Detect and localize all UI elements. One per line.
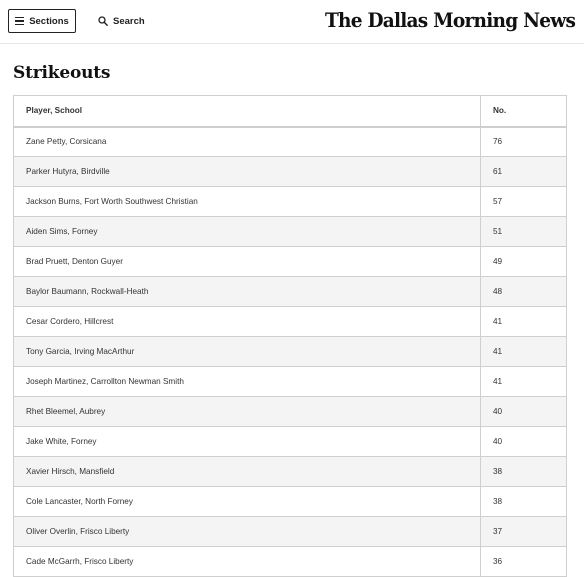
player-school-cell: Cade McGarrh, Frisco Liberty	[14, 547, 481, 577]
strikeouts-count-cell: 61	[481, 157, 567, 187]
table-row	[14, 157, 567, 187]
table-body	[14, 127, 567, 577]
player-school-cell: Parker Hutyra, Birdville	[14, 157, 481, 187]
site-header	[0, 0, 584, 44]
strikeouts-table-container	[13, 95, 566, 577]
table-row	[14, 277, 567, 307]
player-school-cell: Zane Petty, Corsicana	[14, 127, 481, 157]
strikeouts-count-cell: 48	[481, 277, 567, 307]
player-school-cell: Joseph Martinez, Carrollton Newman Smith	[14, 367, 481, 397]
player-school-cell: Cole Lancaster, North Forney	[14, 487, 481, 517]
page-title: Strikeouts	[13, 63, 111, 83]
player-school-cell: Baylor Baumann, Rockwall-Heath	[14, 277, 481, 307]
strikeouts-count-cell: 41	[481, 307, 567, 337]
strikeouts-count-cell: 41	[481, 367, 567, 397]
column-header-player[interactable]: Player, School	[14, 96, 481, 127]
strikeouts-count-cell: 49	[481, 247, 567, 277]
hamburger-icon	[15, 17, 24, 25]
table-row	[14, 337, 567, 367]
search-label: Search	[113, 15, 145, 27]
strikeouts-count-cell: 38	[481, 457, 567, 487]
strikeouts-count-cell: 57	[481, 187, 567, 217]
sections-button[interactable]	[8, 9, 76, 33]
strikeouts-count-cell: 36	[481, 547, 567, 577]
player-school-cell: Rhet Bleemel, Aubrey	[14, 397, 481, 427]
table-row	[14, 547, 567, 577]
table-row	[14, 517, 567, 547]
player-school-cell: Tony Garcia, Irving MacArthur	[14, 337, 481, 367]
strikeouts-count-cell: 38	[481, 487, 567, 517]
search-button[interactable]	[98, 9, 145, 33]
strikeouts-count-cell: 37	[481, 517, 567, 547]
column-header-number[interactable]: No.	[481, 96, 567, 127]
strikeouts-count-cell: 51	[481, 217, 567, 247]
player-school-cell: Jackson Burns, Fort Worth Southwest Christian	[14, 187, 481, 217]
player-school-cell: Xavier Hirsch, Mansfield	[14, 457, 481, 487]
table-row	[14, 457, 567, 487]
table-row	[14, 307, 567, 337]
table-row	[14, 427, 567, 457]
table-row	[14, 187, 567, 217]
table-row	[14, 247, 567, 277]
sections-label: Sections	[29, 15, 69, 27]
table-row	[14, 397, 567, 427]
strikeouts-count-cell: 40	[481, 397, 567, 427]
player-school-cell: Brad Pruett, Denton Guyer	[14, 247, 481, 277]
table-row	[14, 367, 567, 397]
player-school-cell: Cesar Cordero, Hillcrest	[14, 307, 481, 337]
player-school-cell: Aiden Sims, Forney	[14, 217, 481, 247]
strikeouts-count-cell: 41	[481, 337, 567, 367]
strikeouts-count-cell: 76	[481, 127, 567, 157]
table-header-row	[14, 96, 567, 127]
table-row	[14, 127, 567, 157]
strikeouts-table	[13, 95, 567, 577]
player-school-cell: Jake White, Forney	[14, 427, 481, 457]
table-row	[14, 487, 567, 517]
table-row	[14, 217, 567, 247]
site-logo[interactable]: The Dallas Morning News	[325, 9, 576, 32]
player-school-cell: Oliver Overlin, Frisco Liberty	[14, 517, 481, 547]
strikeouts-count-cell: 40	[481, 427, 567, 457]
search-icon	[98, 16, 108, 26]
